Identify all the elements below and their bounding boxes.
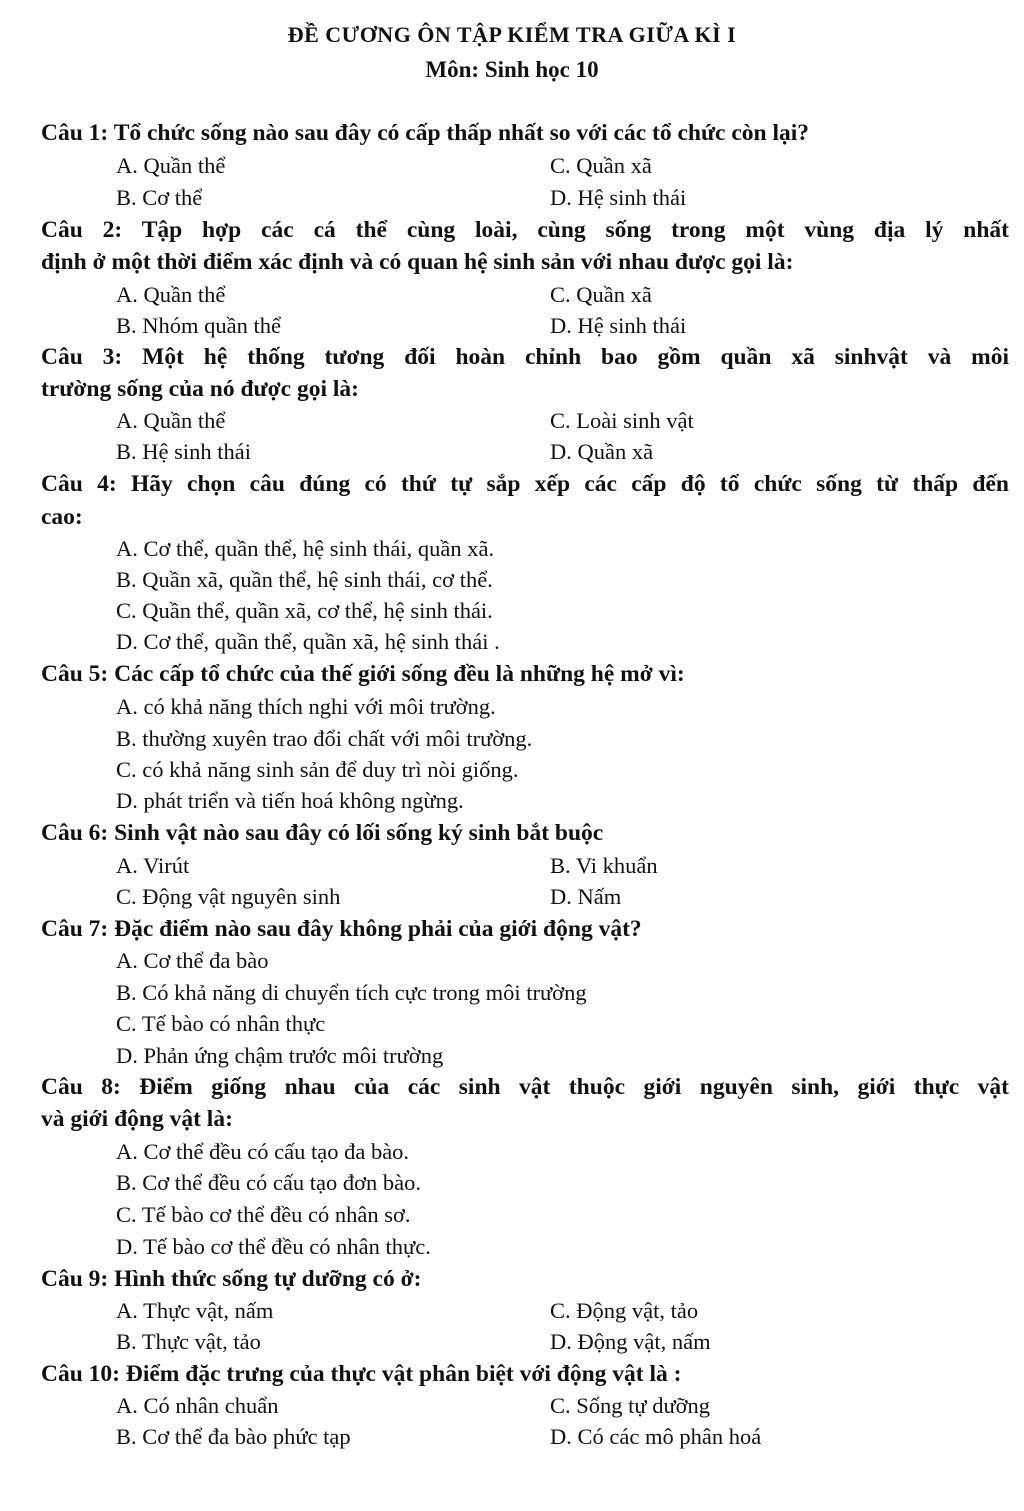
q7-option-c: C. Tế bào có nhân thực [116,1011,326,1036]
q4-option-d: D. Cơ thể, quần thể, quần xã, hệ sinh thái . [116,629,500,654]
q8-option-d: D. Tế bào cơ thể đều có nhân thực. [116,1234,431,1259]
q1-option-c: C. Quần xã [550,153,652,178]
q3-option-c: C. Loài sinh vật [550,408,694,433]
q3-option-a: A. Quần thể [116,408,226,433]
q3-option-d: D. Quần xã [550,439,654,464]
q4-option-b: B. Quần xã, quần thể, hệ sinh thái, cơ thể. [116,567,493,592]
q8-option-a: A. Cơ thể đều có cấu tạo đa bào. [116,1139,410,1164]
q2-option-b: B. Nhóm quần thể [116,313,281,338]
question-8-line-2: và giới động vật là: [41,1106,233,1132]
question-7: Câu 7: Đặc điểm nào sau đây không phải của giới động vật? [41,916,642,942]
q6-option-c: C. Động vật nguyên sinh [116,884,341,909]
q7-option-b: B. Có khả năng di chuyển tích cực trong môi trường [116,980,587,1005]
q8-option-c: C. Tế bào cơ thể đều có nhân sơ. [116,1202,411,1227]
q9-option-a: A. Thực vật, nấm [116,1298,274,1323]
question-4: Câu 4: Hãy chọn câu đúng có thứ tự sắp xếp các cấp độ tổ chức sống từ thấp đến [41,471,1009,497]
q1-option-b: B. Cơ thể [116,185,203,210]
q6-option-a: A. Virút [116,853,190,878]
q7-option-a: A. Cơ thể đa bào [116,948,269,973]
q1-option-a: A. Quần thể [116,153,226,178]
question-1: Câu 1: Tổ chức sống nào sau đây có cấp thấp nhất so với các tổ chức còn lại? [41,120,810,146]
q4-option-c: C. Quần thể, quần xã, cơ thể, hệ sinh thái. [116,598,493,623]
q5-option-b: B. thường xuyên trao đổi chất với môi trường. [116,726,533,751]
q9-option-c: C. Động vật, tảo [550,1298,699,1323]
q7-option-d: D. Phản ứng chậm trước môi trường [116,1043,444,1068]
q6-option-d: D. Nấm [550,884,622,909]
q4-option-a: A. Cơ thể, quần thể, hệ sinh thái, quần xã. [116,536,495,561]
question-2: Câu 2: Tập hợp các cá thể cùng loài, cùng sống trong một vùng địa lý nhất [41,217,1009,243]
question-8: Câu 8: Điểm giống nhau của các sinh vật thuộc giới nguyên sinh, giới thực vật [41,1074,1009,1100]
q2-option-d: D. Hệ sinh thái [550,313,687,338]
question-3: Câu 3: Một hệ thống tương đối hoàn chỉnh bao gồm quần xã sinhvật và môi [41,344,1009,370]
q2-option-c: C. Quần xã [550,282,652,307]
question-6: Câu 6: Sinh vật nào sau đây có lối sống ký sinh bắt buộc [41,820,604,846]
q5-option-c: C. có khả năng sinh sản để duy trì nòi giống. [116,757,519,782]
question-2-line-2: định ở một thời điểm xác định và có quan hệ sinh sản với nhau được gọi là: [41,249,794,275]
q9-option-b: B. Thực vật, tảo [116,1329,261,1354]
q10-option-d: D. Có các mô phân hoá [550,1424,762,1449]
question-4-line-2: cao: [41,504,83,530]
q5-option-a: A. có khả năng thích nghi với môi trường. [116,694,496,719]
q2-option-a: A. Quần thể [116,282,226,307]
q9-option-d: D. Động vật, nấm [550,1329,711,1354]
question-10: Câu 10: Điểm đặc trưng của thực vật phân biệt với động vật là : [41,1361,682,1387]
q6-option-b: B. Vi khuẩn [550,853,658,878]
document-title: ĐỀ CƯƠNG ÔN TẬP KIỂM TRA GIỮA KÌ I [287,22,737,47]
question-5: Câu 5: Các cấp tổ chức của thế giới sống đều là những hệ mở vì: [41,661,685,687]
q3-option-b: B. Hệ sinh thái [116,439,251,464]
question-9: Câu 9: Hình thức sống tự dưỡng có ở: [41,1266,422,1292]
document-subject: Môn: Sinh học 10 [425,57,599,82]
q8-option-b: B. Cơ thể đều có cấu tạo đơn bào. [116,1170,421,1195]
q10-option-c: C. Sống tự dưỡng [550,1393,711,1418]
question-3-line-2: trường sống của nó được gọi là: [41,376,359,402]
q10-option-b: B. Cơ thể đa bào phức tạp [116,1424,351,1449]
q5-option-d: D. phát triển và tiến hoá không ngừng. [116,788,464,813]
q10-option-a: A. Có nhân chuẩn [116,1393,279,1418]
q1-option-d: D. Hệ sinh thái [550,185,687,210]
